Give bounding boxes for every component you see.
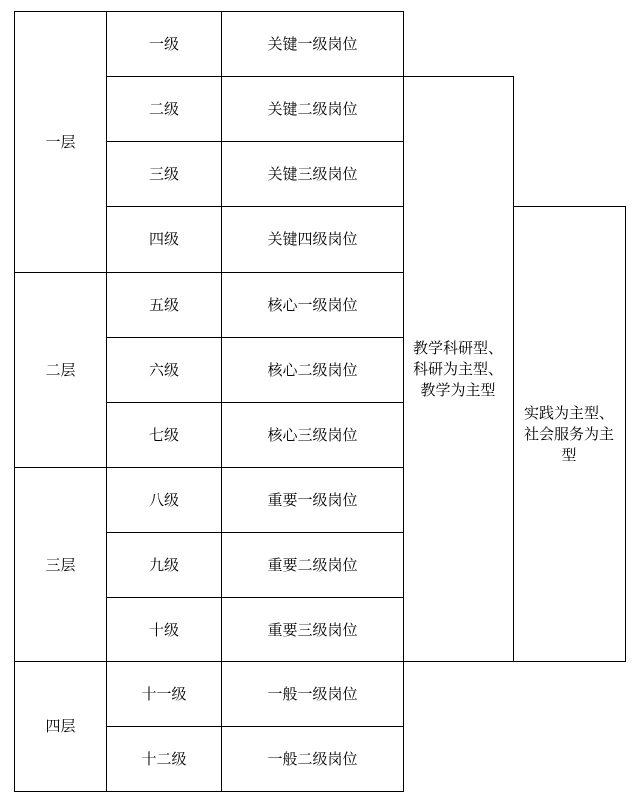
post-label: 关键四级岗位 [267, 230, 358, 248]
grade-cell [106, 272, 222, 338]
post-cell [221, 661, 404, 728]
post-cell [221, 597, 404, 663]
post-label: 关键二级岗位 [267, 100, 358, 118]
post-cell [221, 467, 404, 533]
post-cell [221, 532, 404, 598]
type-area-bottom-border [403, 661, 626, 662]
tier-1-cell [14, 11, 107, 273]
post-label: 核心二级岗位 [267, 360, 358, 379]
post-cell [221, 76, 404, 143]
grade-cell [106, 467, 222, 533]
grade-cell [106, 76, 222, 143]
grade-label: 十级 [148, 620, 179, 639]
post-cell [221, 726, 404, 792]
tier-label: 四层 [45, 717, 76, 735]
practice-service-type-cell [513, 206, 626, 662]
post-label: 一般二级岗位 [267, 749, 358, 768]
grade-cell [106, 206, 222, 273]
post-cell [221, 337, 404, 403]
post-cell [221, 206, 404, 273]
grade-cell [106, 726, 222, 792]
post-label: 重要一级岗位 [267, 490, 358, 509]
post-label: 关键三级岗位 [267, 165, 358, 183]
post-cell [221, 11, 404, 78]
post-label: 核心三级岗位 [267, 425, 358, 444]
grade-label: 一级 [148, 35, 179, 53]
post-cell [221, 272, 404, 338]
post-cell [221, 402, 404, 468]
tier-2-cell [14, 272, 107, 468]
tier-label: 三层 [45, 555, 76, 574]
grade-cell [106, 402, 222, 468]
grade-cell [106, 141, 222, 208]
teaching-research-type-cell [403, 76, 514, 662]
grade-label: 八级 [148, 490, 179, 509]
post-label: 一般一级岗位 [267, 685, 358, 703]
grade-label: 十二级 [141, 749, 187, 768]
post-label: 核心一级岗位 [267, 295, 358, 314]
grade-cell [106, 597, 222, 663]
tier-3-cell [14, 467, 107, 663]
tier-4-cell [14, 661, 107, 792]
grade-label: 七级 [148, 425, 179, 444]
grade-cell [106, 661, 222, 728]
practice-service-type-label: 实践为主型、社会服务为主型 [523, 403, 614, 464]
tier-label: 二层 [45, 360, 76, 379]
grade-label: 二级 [148, 100, 179, 118]
tier-label: 一层 [45, 132, 76, 151]
post-label: 关键一级岗位 [267, 35, 358, 53]
grade-cell [106, 337, 222, 403]
grade-label: 四级 [148, 230, 179, 248]
grade-label: 十一级 [141, 685, 187, 703]
grade-label: 五级 [148, 295, 179, 314]
grade-cell [106, 11, 222, 78]
grade-cell [106, 532, 222, 598]
post-cell [221, 141, 404, 208]
teaching-research-type-label: 教学科研型、科研为主型、教学为主型 [412, 338, 503, 399]
grade-label: 九级 [148, 555, 179, 574]
grade-label: 三级 [148, 165, 179, 183]
grade-label: 六级 [148, 360, 179, 379]
post-label: 重要二级岗位 [267, 555, 358, 574]
post-label: 重要三级岗位 [267, 620, 358, 639]
